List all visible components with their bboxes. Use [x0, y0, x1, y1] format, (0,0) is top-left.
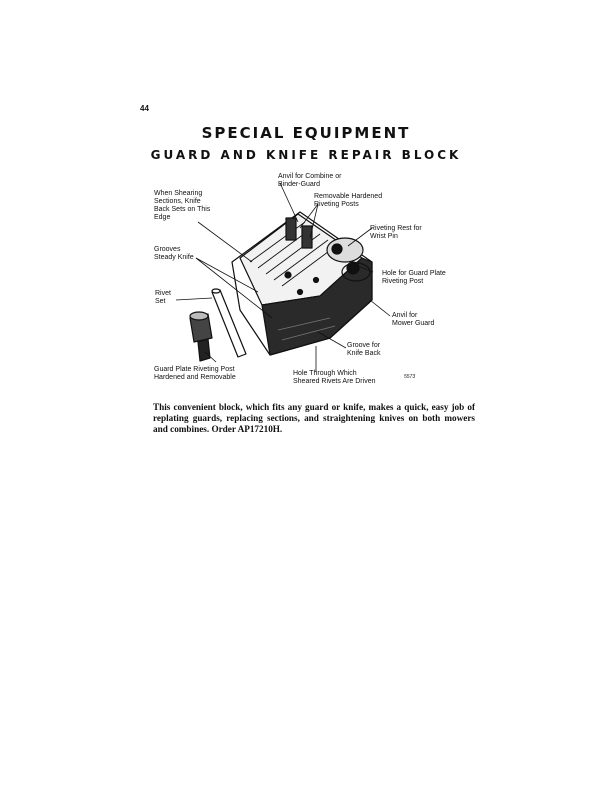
guard-plate-hole	[332, 244, 342, 254]
label-groove-knife-back: Groove for Knife Back	[347, 342, 381, 357]
label-hole-guard-plate: Hole for Guard Plate Riveting Post	[382, 270, 446, 285]
page-title: SPECIAL EQUIPMENT	[201, 124, 411, 142]
label-riveting-rest: Riveting Rest for Wrist Pin	[370, 225, 422, 240]
label-when-shearing: When Shearing Sections, Knife Back Sets on This Edge	[154, 190, 211, 221]
label-anvil-combine: Anvil for Combine or Binder-Guard	[278, 173, 342, 188]
page-number: 44	[140, 104, 149, 113]
label-anvil-mower: Anvil for Mower Guard	[392, 312, 435, 327]
label-hole-through: Hole Through Which Sheared Rivets Are Driven	[293, 370, 376, 385]
figure-number: 5573	[404, 374, 416, 380]
riveting-post	[286, 218, 296, 240]
caption-paragraph: This convenient block, which fits any guard or knife, makes a quick, easy job of replating guards, replacing sections, and straightening knives on both mowers and combines. Order AP17210H.	[153, 402, 475, 435]
page-subtitle: GUARD AND KNIFE REPAIR BLOCK	[150, 148, 462, 162]
label-rivet-set: Rivet Set	[155, 290, 171, 305]
label-guard-plate-post: Guard Plate Riveting Post Hardened and Removable	[154, 366, 236, 381]
label-removable-posts: Removable Hardened Riveting Posts	[314, 193, 383, 208]
label-grooves: Grooves Steady Knife	[154, 246, 194, 261]
